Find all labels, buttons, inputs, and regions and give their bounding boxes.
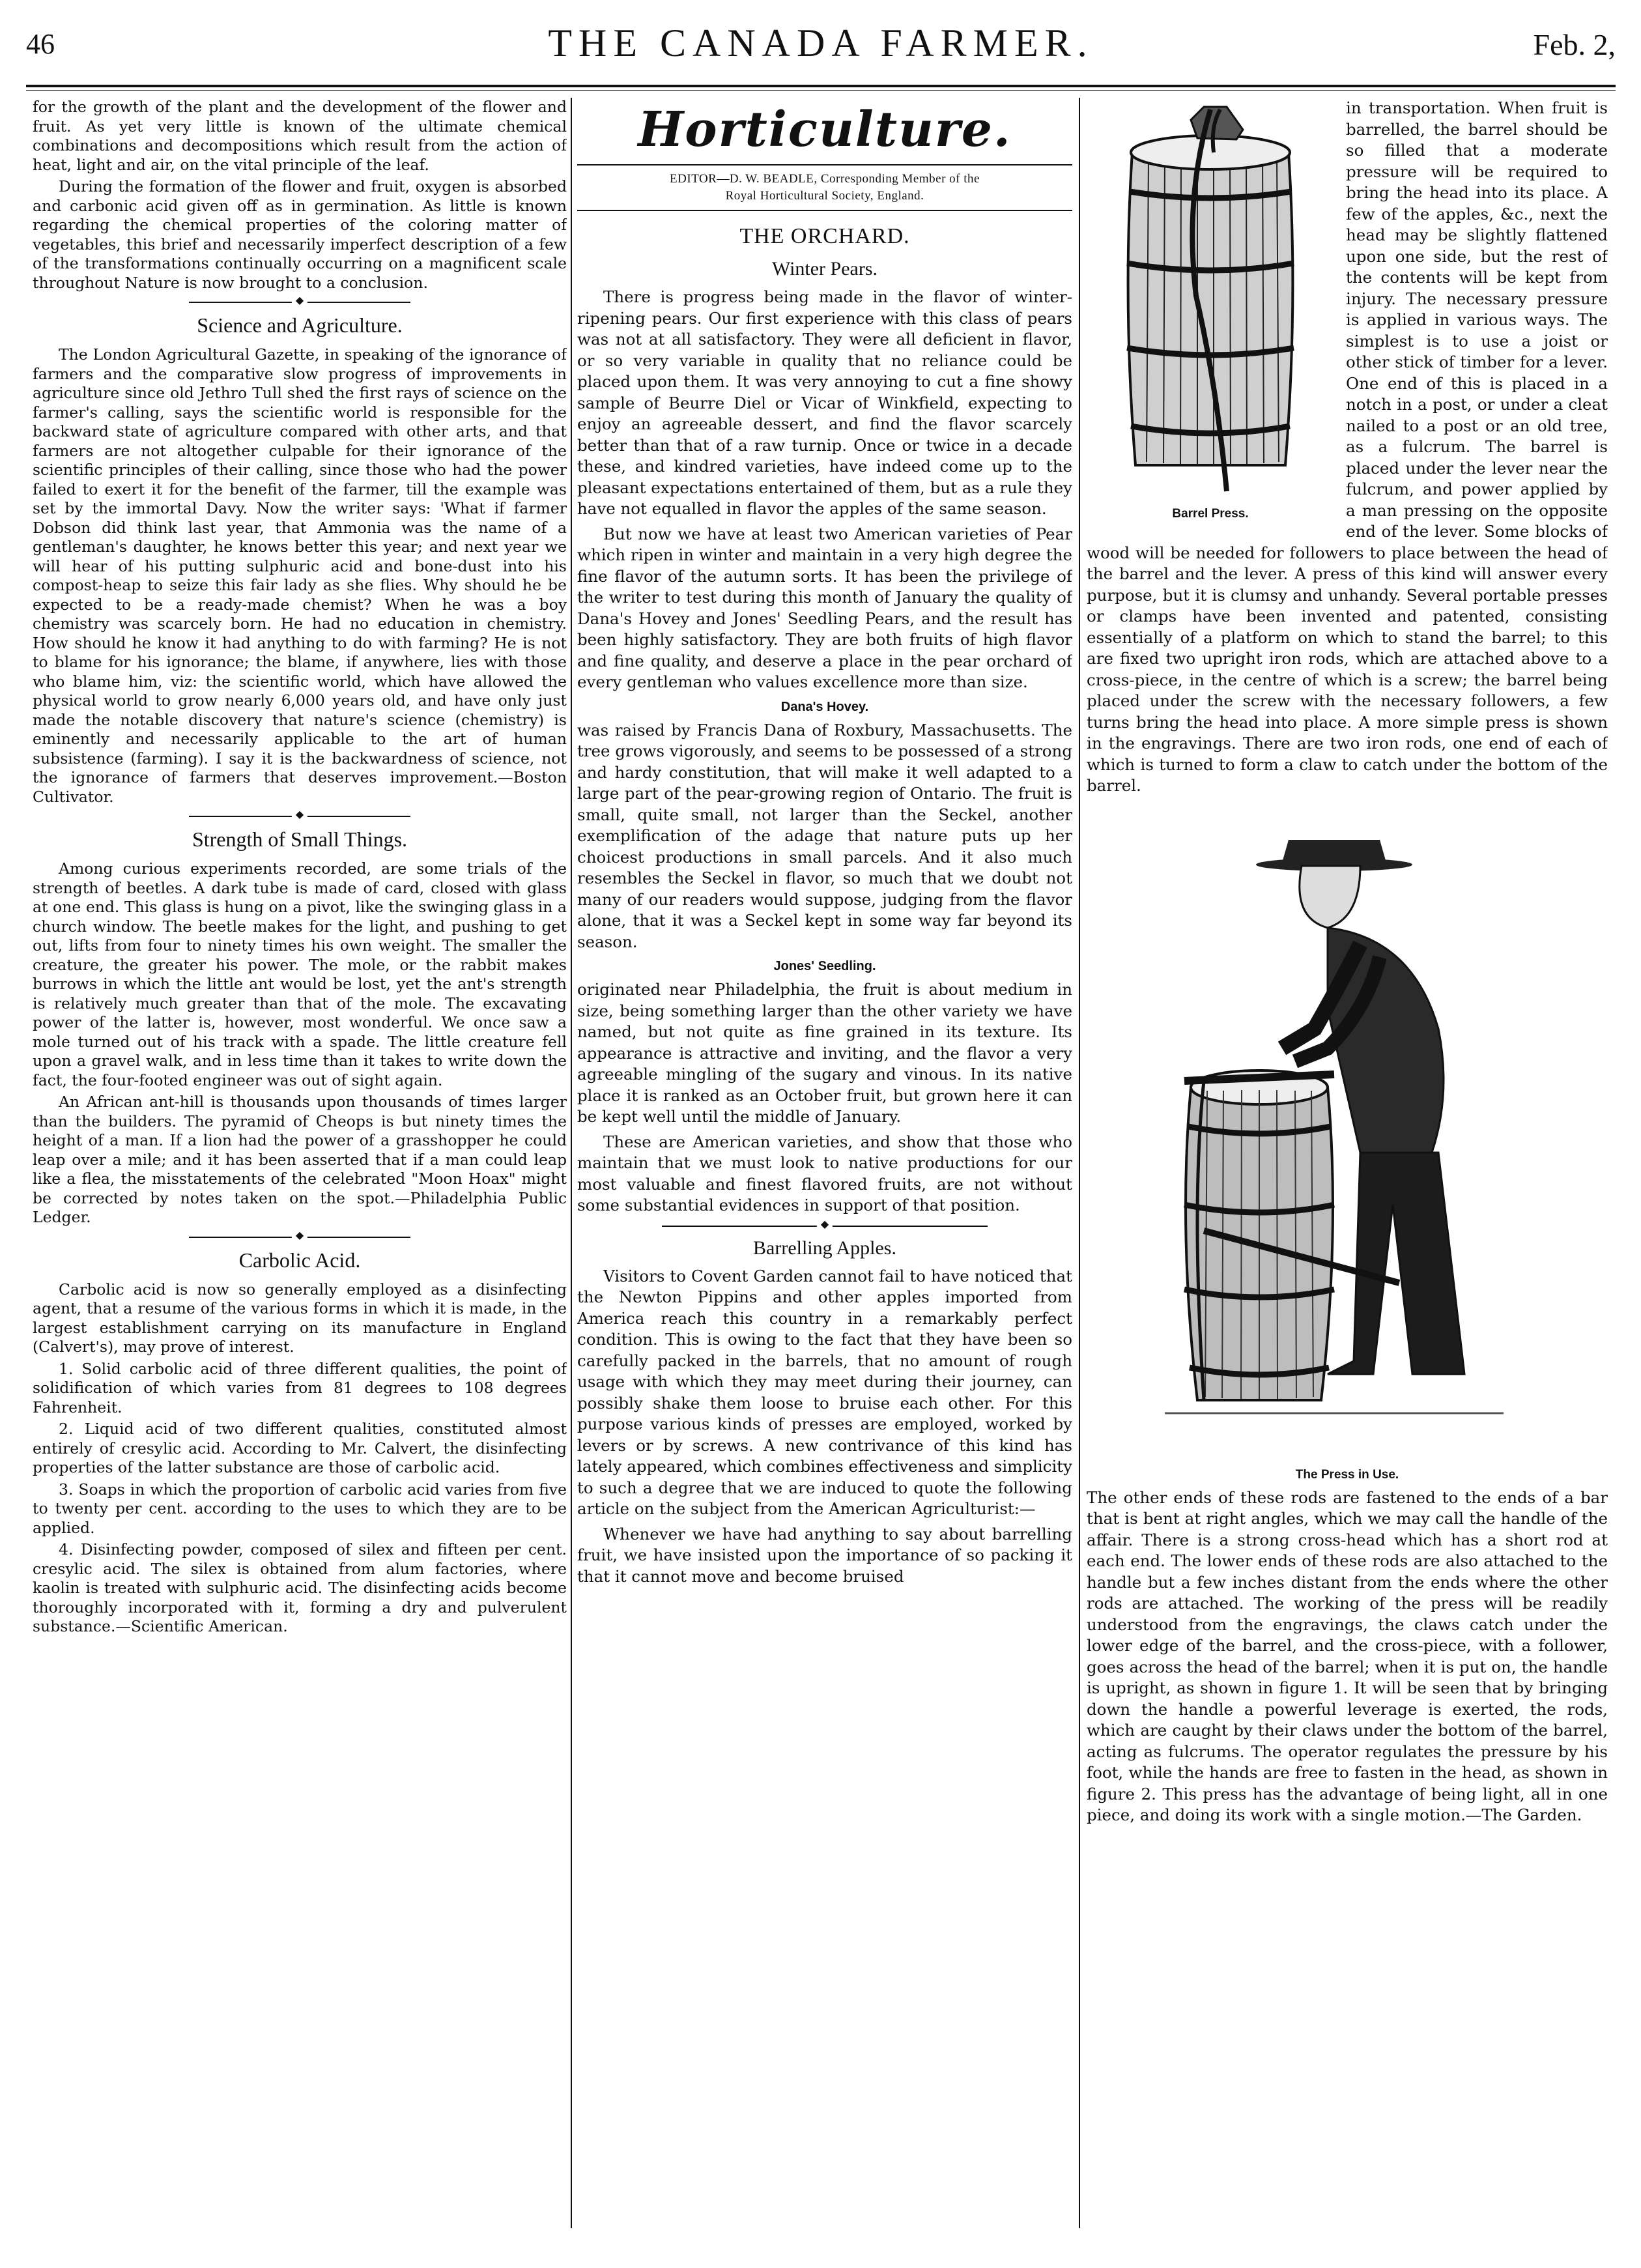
column-1 <box>33 98 567 2228</box>
barrel-press-figure <box>1087 100 1334 521</box>
article-continuation: for the growth of the plant and the development of the flower and fruit. As yet very little is known of the ultimate chemical combinations and decompositions which result from the action of heat, light and air, on the vital principle of the leaf. <box>33 98 567 174</box>
jones-seedling-text: originated near Philadelphia, the fruit is about medium in size, being something larger than the other variety we have named, but not quite as fine grained in its texture. Its appearance is attractive and inviting, and the flavor a very agreeable mingling of the sugary and vinous. In its native place it is ranked as an October fruit, but grown here it can be kept well until the middle of January. <box>577 980 1072 1126</box>
article-body-strength-2: An African ant-hill is thousands upon thousands of times larger than the builders. The pyramid of Cheops is but ninety times the height of a man. If a lion had the power of a grasshopper he could leap over a mile; and it has been asserted that if a man could leap like a flea, the misstatements of the celebrated "Moon Hoax" might be corrected by notes taken on the spot.—Philadelphia Public Ledger. <box>33 1093 567 1226</box>
danas-hovey-heading: Dana's Hovey. <box>780 699 869 714</box>
barrelling-p1: Visitors to Covent Garden cannot fail to have noticed that the Newton Pippins and other apples imported from America reach this country in a remarkably perfect condition. This is owing to the fact that they have been so carefully packed in the barrels, that no amount of rough usage with which they may meet during their journey, can possibly shake them loose to bruise each other. For this purpose various kinds of presses are employed, worked by levers or by screws. A new contrivance of this kind has lately appeared, which combines effectiveness and simplicity to such a degree that we are induced to quote the following article on the subject from the American Agriculturist:— <box>577 1266 1072 1518</box>
carbolic-item-2: 2. Liquid acid of two different qualities, constituted almost entirely of cresylic acid. According to Mr. Calvert, the disinfecting properties of the latter substance are those of carbolic acid. <box>33 1420 567 1476</box>
section-divider <box>189 1231 410 1243</box>
barrelling-p2: Whenever we have had anything to say about barrelling fruit, we have insisted upon the importance of so packing it that it cannot move and become bruised <box>577 1524 1072 1586</box>
article-heading-science: Science and Agriculture. <box>197 313 403 337</box>
col3-paragraph-2: The other ends of these rods are fastened to the ends of a bar that is bent at right angles, which we may call the handle of the affair. There is a strong cross-head which has a short rod at each end. The lower ends of these rods are also attached to the handle but a few inches distant from the ends where the other rods are attached. The working of the press will be readily understood from the engravings, the claws catch under the lower edge of the barrel, and the cross-piece, with a follower, goes across the head of the barrel; when it is put on, the handle is upright, as shown in figure 1. It will be seen that by bringing down the handle a powerful leverage is exerted, the rods, which are caught by their claws under the bottom of the barrel, acting as fulcrums. The operator regulates the pressure by his foot, while the hands are free to fasten in the head, as shown in figure 2. This press has the advantage of being light, all in one piece, and doing its work with a single motion.—The Garden. <box>1087 1487 1608 1824</box>
article-body-carbolic: Carbolic acid is now so generally employed as a disinfecting agent, that a resume of the various forms in which it is made, in the largest establishment carrying on its manufacture in England (Calvert's), may prove of interest. <box>33 1280 567 1356</box>
carbolic-item-1: 1. Solid carbolic acid of three different qualities, the point of solidification of which varies from 81 degrees to 108 degrees Fahrenheit. <box>33 1359 567 1416</box>
editor-line <box>577 164 1072 211</box>
header-rule-thin <box>26 90 1616 91</box>
editor-line-2: Royal Horticultural Society, England. <box>725 189 924 203</box>
section-divider <box>189 296 410 308</box>
carbolic-item-4: 4. Disinfecting powder, composed of silex and fifteen per cent. cresylic acid. The silex is obtained from alum factories, where kaolin is treated with sulphuric acid. The disinfecting acids become thoroughly incorporated with it, forming a dry and pulverulent substance.—Scientific American. <box>33 1540 567 1635</box>
article-paragraph: During the formation of the flower and fruit, oxygen is absorbed and carbonic acid given off as in germination. As little is known regarding the chemical properties of the coloring matter of vegetables, this brief and necessarily imperfect description of a few of the transformations continually occurring on a magnificent scale throughout Nature is now brought to a conclusion. <box>33 177 567 292</box>
orchard-heading: THE ORCHARD. <box>739 224 910 248</box>
col3-paragraph-1: in transportation. When fruit is barrelled, the barrel should be so filled that a moderate pressure will be required to bring the head into its place. A few of the apples, &c., next the head may be slightly flattened upon one side, but the rest of the contents will be kept from injury. The necessary pressure is applied in various ways. The simplest is to use a joist or other stick of timber for a lever. One end of this is placed in a notch in a post, or under a cleat nailed to a post or an old tree, as a fulcrum. The barrel is placed under the lever near the fulcrum, and power applied by a man pressing on the opposite end of the lever. Some blocks of wood will be needed for followers to place between the head of the barrel and the lever. A press of this kind will answer every purpose, but it is clumsy and unhandy. Several portable presses or clamps have been invented and patented, consisting essentially of a platform on which to stand the barrel; to this are fixed two upright iron rods, which are attached above to a cross-piece, in the centre of which is a screw; the barrel being placed under the screw with the necessary followers, a few turns bring the head into place. A more simple press is shown in the engravings. There are two iron rods, one end of each of which is turned to form a claw to catch under the bottom of the barrel. <box>1087 98 1608 795</box>
horticulture-masthead: Horticulture. <box>638 102 1012 158</box>
article-heading-strength: Strength of Small Things. <box>192 827 408 851</box>
header-rule <box>26 85 1616 87</box>
section-divider <box>662 1220 988 1232</box>
issue-date: Feb. 2, <box>1533 28 1616 61</box>
article-body-science: The London Agricultural Gazette, in speaking of the ignorance of farmers and the comparative slow progress of improvements in agriculture since old Jethro Tull shed the first rays of science on the farmer's calling, says the scientific world is responsible for the backward state of agriculture compared with other arts, and that farmers are not altogether culpable for their ignorance of the scientific principles of their calling, since those who had the power failed to exert it for the benefit of the farmer, till the example was set by the immortal Davy. Now the writer says: 'What if farmer Dobson did think last year, that Ammonia was the name of a gentleman's daughter, he knows better this year; and next year we will hear of his putting sulphuric acid and bone-dust into his compost-heap to seize this fair lady as she flies. Why should he be expected to be a ready-made chemist? When he was a boy chemistry was scarcely born. He had no education in chemistry. How should he know it had anything to do with farming? He is not to blame for his ignorance; the blame, if anywhere, lies with those who blame him, viz: the scientific world, which have allowed the physical world to grow nearly 6,000 years old, and have only just made the notable discovery that nature's science (chemistry) is eminently and necessarily applicable to the art of human subsistence (farming). I say it is the backwardness of science, not the ignorance of farmers that deserves improvement.—Boston Cultivator. <box>33 345 567 806</box>
press-in-use-illustration <box>1165 814 1530 1465</box>
carbolic-item-3: 3. Soaps in which the proportion of carbolic acid varies from five to twenty per cent. according to the uses to which they are to be applied. <box>33 1480 567 1537</box>
article-heading-carbolic: Carbolic Acid. <box>238 1248 361 1272</box>
danas-hovey-text: was raised by Francis Dana of Roxbury, Massachusetts. The tree grows vigorously, and seems to be possessed of a strong and hardy constitution, that will make it well adapted to a large part of the pear-growing region of Ontario. The fruit is small, quite small, not larger than the Seckel, another exemplification of the adage that nature puts up her choicest productions in small parcels. And it also much resembles the Seckel in flavor, so much that we doubt not many of our readers would suppose, judging from the flavor alone, that it was a Seckel kept in some way far beyond its season. <box>577 720 1072 951</box>
winter-pears-p2: But now we have at least two American varieties of Pear which ripen in winter and maintain in a very high degree the fine flavor of the autumn sorts. It has been the privilege of the writer to test during this month of January the quality of Dana's Hovey and Jones' Seedling Pears, and the result has been highly satisfactory. They are both fruits of high flavor and fine quality, and deserve a place in the pear orchard of every gentleman who values excellence more than size. <box>577 524 1072 691</box>
newspaper-title: THE CANADA FARMER. <box>548 22 1094 65</box>
column-2 <box>577 98 1072 2228</box>
barrel-press-illustration <box>1087 100 1334 504</box>
jones-seedling-heading: Jones' Seedling. <box>773 959 876 973</box>
section-divider <box>189 811 410 822</box>
winter-pears-heading: Winter Pears. <box>771 258 878 280</box>
page-header <box>26 20 1616 72</box>
pears-conclusion: These are American varieties, and show that those who maintain that we must look to native productions for our most valuable and finest flavored fruits, are not without some substantial evidences in support of that position. <box>577 1132 1072 1214</box>
barrelling-heading: Barrelling Apples. <box>753 1237 896 1259</box>
column-3 <box>1087 98 1608 2228</box>
barrel-press-caption: Barrel Press. <box>1172 507 1249 521</box>
press-in-use-figure <box>1087 814 1608 1482</box>
editor-line-1: EDITOR—D. W. BEADLE, Corresponding Member of the <box>670 172 980 186</box>
winter-pears-p1: There is progress being made in the flavor of winter-ripening pears. Our first experience with this class of pears was not at all satisfactory. They were all deficient in flavor, or so very variable in quality that no reliance could be placed upon them. It was very annoying to cut a fine showy sample of Beurre Diel or Vicar of Winkfield, expecting to enjoy an agreeable dessert, and find the flavor scarcely better than that of a raw turnip. Once or twice in a decade these, and kindred varieties, have indeed come up to the pleasant expectations entertained of them, but as a rule they have not equalled in flavor the apples of the same season. <box>577 287 1072 518</box>
column-divider-2 <box>1079 98 1080 2228</box>
column-divider-1 <box>571 98 572 2228</box>
page-number: 46 <box>26 28 55 60</box>
press-in-use-caption: The Press in Use. <box>1295 1467 1399 1482</box>
article-body-strength-1: Among curious experiments recorded, are some trials of the strength of beetles. A dark tube is made of card, closed with glass at one end. This glass is hung on a pivot, like the swinging glass in a church window. The beetle makes for the light, and pushing to get out, lifts from four to ninety times his own weight. The smaller the creature, the greater his power. The mole, or the rabbit makes burrows in which the little ant would be lost, yet the ant's strength is relatively much greater than that of the mole. The excavating power of the latter is, however, most wonderful. We once saw a mole turned out of his track with a spade. The little creature fell upon a gravel walk, and in less time than it takes to write down the fact, the four-footed engineer was out of sight again. <box>33 859 567 1089</box>
